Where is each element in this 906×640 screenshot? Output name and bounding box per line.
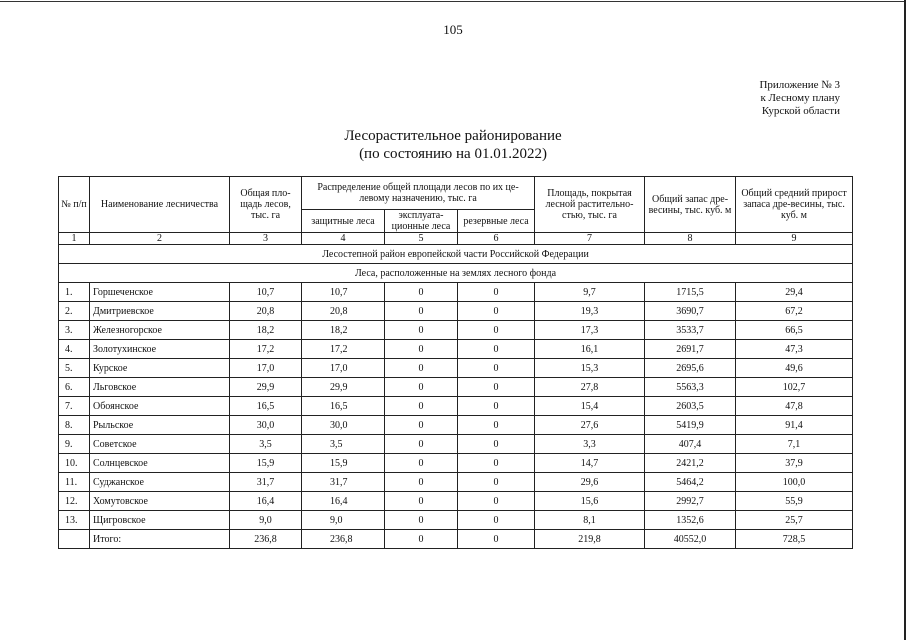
page-number: 105 <box>443 22 463 37</box>
table-row <box>59 473 853 492</box>
protective-area: 9,0 <box>302 511 385 530</box>
forestry-name: Дмитриевское <box>90 302 230 321</box>
wood-stock: 1715,5 <box>645 283 736 302</box>
wood-growth: 67,2 <box>736 302 853 321</box>
column-number: 8 <box>645 233 736 245</box>
row-number: 5. <box>59 359 90 378</box>
total-area: 29,9 <box>230 378 302 397</box>
header-vegetation-area: Площадь, покрытая лесной растительно-стью, тыс. га <box>535 177 645 233</box>
total-area: 10,7 <box>230 283 302 302</box>
total-row-empty <box>59 530 90 549</box>
exploitation-area: 0 <box>385 397 458 416</box>
title-line-1: Лесорастительное районирование <box>344 128 562 144</box>
header-num: № п/п <box>59 177 90 233</box>
exploitation-area: 0 <box>385 302 458 321</box>
row-number: 1. <box>59 283 90 302</box>
protective-area: 17,0 <box>302 359 385 378</box>
column-number: 9 <box>736 233 853 245</box>
total-area: 18,2 <box>230 321 302 340</box>
exploitation-area: 0 <box>385 435 458 454</box>
vegetation-area: 15,3 <box>535 359 645 378</box>
exploitation-area: 0 <box>385 378 458 397</box>
table-row <box>59 454 853 473</box>
wood-growth: 49,6 <box>736 359 853 378</box>
wood-stock: 2992,7 <box>645 492 736 511</box>
table-row <box>59 302 853 321</box>
wood-stock: 3533,7 <box>645 321 736 340</box>
table-row <box>59 359 853 378</box>
column-number: 7 <box>535 233 645 245</box>
vegetation-area: 3,3 <box>535 435 645 454</box>
exploitation-area: 0 <box>385 416 458 435</box>
exploitation-area: 0 <box>385 530 458 549</box>
appendix-line-1: Приложение № 3 <box>759 79 840 91</box>
vegetation-area: 15,6 <box>535 492 645 511</box>
row-number: 11. <box>59 473 90 492</box>
protective-area: 236,8 <box>302 530 385 549</box>
reserve-area: 0 <box>458 435 535 454</box>
row-number: 8. <box>59 416 90 435</box>
wood-growth: 102,7 <box>736 378 853 397</box>
header-protective: защитные леса <box>302 210 385 233</box>
wood-growth: 7,1 <box>736 435 853 454</box>
wood-stock: 407,4 <box>645 435 736 454</box>
reserve-area: 0 <box>458 473 535 492</box>
wood-growth: 728,5 <box>736 530 853 549</box>
table-row <box>59 378 853 397</box>
header-growth: Общий средний прирост запаса дре-весины, тыс. куб. м <box>736 177 853 233</box>
table-row <box>59 435 853 454</box>
protective-area: 20,8 <box>302 302 385 321</box>
protective-area: 15,9 <box>302 454 385 473</box>
header-name: Наименование лесничества <box>90 177 230 233</box>
table-row <box>59 492 853 511</box>
reserve-area: 0 <box>458 416 535 435</box>
row-number: 13. <box>59 511 90 530</box>
exploitation-area: 0 <box>385 283 458 302</box>
exploitation-area: 0 <box>385 454 458 473</box>
reserve-area: 0 <box>458 321 535 340</box>
wood-growth: 29,4 <box>736 283 853 302</box>
wood-stock: 2691,7 <box>645 340 736 359</box>
forestry-name: Рыльское <box>90 416 230 435</box>
reserve-area: 0 <box>458 511 535 530</box>
wood-growth: 25,7 <box>736 511 853 530</box>
forest-zoning-table <box>58 176 853 549</box>
wood-growth: 47,8 <box>736 397 853 416</box>
protective-area: 29,9 <box>302 378 385 397</box>
total-area: 15,9 <box>230 454 302 473</box>
total-area: 17,2 <box>230 340 302 359</box>
table-row <box>59 511 853 530</box>
total-area: 3,5 <box>230 435 302 454</box>
forestry-name: Хомутовское <box>90 492 230 511</box>
section-lands: Леса, расположенные на землях лесного фонда <box>59 264 853 283</box>
reserve-area: 0 <box>458 340 535 359</box>
wood-stock: 2421,2 <box>645 454 736 473</box>
row-number: 4. <box>59 340 90 359</box>
total-area: 16,4 <box>230 492 302 511</box>
vegetation-area: 15,4 <box>535 397 645 416</box>
exploitation-area: 0 <box>385 492 458 511</box>
table-row <box>59 416 853 435</box>
row-number: 7. <box>59 397 90 416</box>
row-number: 6. <box>59 378 90 397</box>
vegetation-area: 9,7 <box>535 283 645 302</box>
protective-area: 31,7 <box>302 473 385 492</box>
wood-growth: 91,4 <box>736 416 853 435</box>
vegetation-area: 219,8 <box>535 530 645 549</box>
row-number: 9. <box>59 435 90 454</box>
appendix-line-3: Курской области <box>761 105 840 117</box>
forestry-name: Льговское <box>90 378 230 397</box>
vegetation-area: 8,1 <box>535 511 645 530</box>
total-area: 9,0 <box>230 511 302 530</box>
wood-growth: 37,9 <box>736 454 853 473</box>
appendix-note <box>759 79 840 118</box>
total-area: 30,0 <box>230 416 302 435</box>
wood-stock: 5563,3 <box>645 378 736 397</box>
protective-area: 30,0 <box>302 416 385 435</box>
table-row <box>59 283 853 302</box>
row-number: 10. <box>59 454 90 473</box>
title-line-2: (по состоянию на 01.01.2022) <box>359 146 547 162</box>
total-area: 16,5 <box>230 397 302 416</box>
table-row <box>59 321 853 340</box>
column-number: 5 <box>385 233 458 245</box>
row-number: 12. <box>59 492 90 511</box>
page-frame-top <box>0 1 906 2</box>
header-distribution: Распределение общей площади лесов по их це-левому назначению, тыс. га <box>302 177 535 210</box>
column-number-row <box>59 233 853 245</box>
reserve-area: 0 <box>458 492 535 511</box>
total-label: Итого: <box>90 530 230 549</box>
vegetation-area: 16,1 <box>535 340 645 359</box>
wood-growth: 55,9 <box>736 492 853 511</box>
vegetation-area: 14,7 <box>535 454 645 473</box>
reserve-area: 0 <box>458 530 535 549</box>
column-number: 6 <box>458 233 535 245</box>
vegetation-area: 17,3 <box>535 321 645 340</box>
forestry-name: Обоянское <box>90 397 230 416</box>
column-number: 4 <box>302 233 385 245</box>
column-number: 3 <box>230 233 302 245</box>
column-number: 1 <box>59 233 90 245</box>
reserve-area: 0 <box>458 454 535 473</box>
protective-area: 17,2 <box>302 340 385 359</box>
wood-stock: 5464,2 <box>645 473 736 492</box>
reserve-area: 0 <box>458 359 535 378</box>
vegetation-area: 29,6 <box>535 473 645 492</box>
total-row <box>59 530 853 549</box>
row-number: 3. <box>59 321 90 340</box>
forestry-name: Щигровское <box>90 511 230 530</box>
reserve-area: 0 <box>458 397 535 416</box>
forestry-name: Суджанское <box>90 473 230 492</box>
row-number: 2. <box>59 302 90 321</box>
exploitation-area: 0 <box>385 340 458 359</box>
forestry-name: Горшеченское <box>90 283 230 302</box>
wood-stock: 3690,7 <box>645 302 736 321</box>
protective-area: 18,2 <box>302 321 385 340</box>
exploitation-area: 0 <box>385 321 458 340</box>
vegetation-area: 27,8 <box>535 378 645 397</box>
forestry-name: Советское <box>90 435 230 454</box>
total-area: 17,0 <box>230 359 302 378</box>
wood-growth: 100,0 <box>736 473 853 492</box>
wood-growth: 66,5 <box>736 321 853 340</box>
reserve-area: 0 <box>458 283 535 302</box>
wood-stock: 40552,0 <box>645 530 736 549</box>
protective-area: 16,4 <box>302 492 385 511</box>
appendix-line-2: к Лесному плану <box>760 92 840 104</box>
header-exploitation: эксплуата-ционные леса <box>385 210 458 233</box>
table-row <box>59 340 853 359</box>
forestry-name: Солнцевское <box>90 454 230 473</box>
forestry-name: Золотухинское <box>90 340 230 359</box>
reserve-area: 0 <box>458 378 535 397</box>
header-stock: Общий запас дре-весины, тыс. куб. м <box>645 177 736 233</box>
total-area: 236,8 <box>230 530 302 549</box>
wood-growth: 47,3 <box>736 340 853 359</box>
exploitation-area: 0 <box>385 511 458 530</box>
exploitation-area: 0 <box>385 359 458 378</box>
wood-stock: 1352,6 <box>645 511 736 530</box>
section-region: Лесостепной район европейской части Российской Федерации <box>59 245 853 264</box>
forestry-name: Железногорское <box>90 321 230 340</box>
vegetation-area: 19,3 <box>535 302 645 321</box>
header-reserve: резервные леса <box>458 210 535 233</box>
reserve-area: 0 <box>458 302 535 321</box>
protective-area: 16,5 <box>302 397 385 416</box>
column-number: 2 <box>90 233 230 245</box>
protective-area: 10,7 <box>302 283 385 302</box>
total-area: 31,7 <box>230 473 302 492</box>
forestry-name: Курское <box>90 359 230 378</box>
protective-area: 3,5 <box>302 435 385 454</box>
wood-stock: 2603,5 <box>645 397 736 416</box>
wood-stock: 5419,9 <box>645 416 736 435</box>
total-area: 20,8 <box>230 302 302 321</box>
header-total-area: Общая пло-щадь лесов, тыс. га <box>230 177 302 233</box>
vegetation-area: 27,6 <box>535 416 645 435</box>
exploitation-area: 0 <box>385 473 458 492</box>
document-title <box>0 127 906 163</box>
table-row <box>59 397 853 416</box>
wood-stock: 2695,6 <box>645 359 736 378</box>
